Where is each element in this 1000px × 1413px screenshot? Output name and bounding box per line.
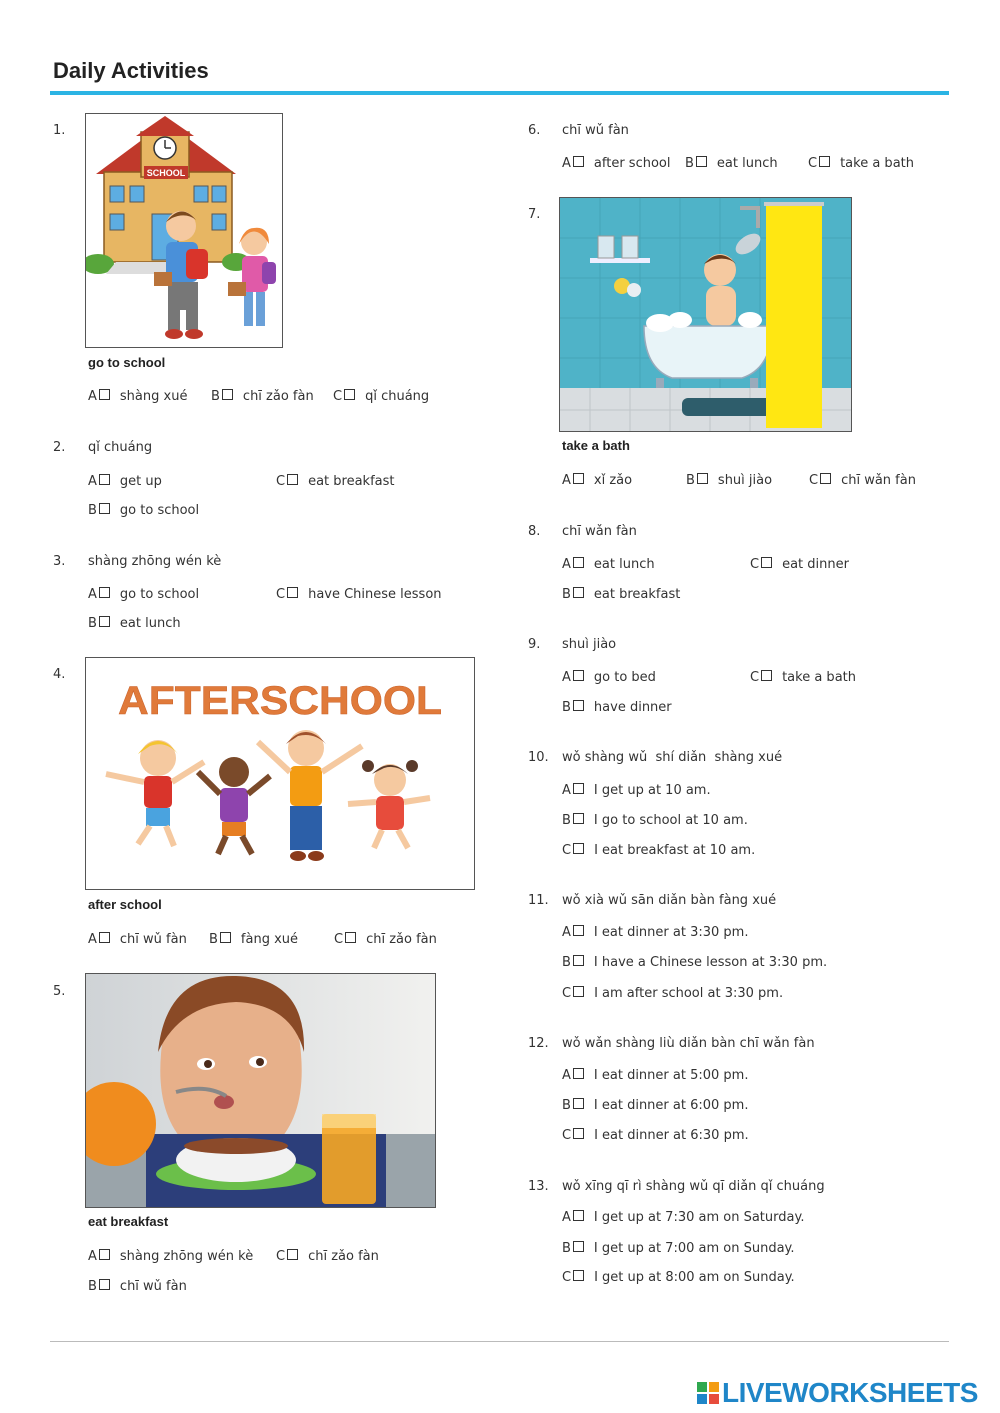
option-letter: C xyxy=(808,156,818,171)
option-text: go to school xyxy=(119,587,200,602)
option-c[interactable] xyxy=(334,932,437,947)
option-b[interactable] xyxy=(88,503,199,518)
question-number: 9. xyxy=(528,637,541,652)
question-prompt: wǒ xīng qī rì shàng wǔ qī diǎn qǐ chuáng xyxy=(562,1179,825,1194)
bath-image xyxy=(559,197,852,432)
option-c[interactable] xyxy=(808,156,914,171)
option-text: I go to school at 10 am. xyxy=(593,813,748,828)
logo-icon xyxy=(697,1382,719,1404)
option-text: I get up at 7:30 am on Saturday. xyxy=(593,1210,805,1225)
option-letter: A xyxy=(562,925,571,940)
option-b[interactable] xyxy=(562,700,672,715)
option-b[interactable] xyxy=(209,932,298,947)
option-text: I eat dinner at 6:00 pm. xyxy=(593,1098,749,1113)
option-letter: B xyxy=(211,389,220,404)
option-b[interactable] xyxy=(562,1241,795,1256)
question-number: 12. xyxy=(528,1036,549,1051)
option-text: shàng xué xyxy=(119,389,188,404)
option-text: get up xyxy=(119,474,162,489)
answer-checkbox[interactable] xyxy=(344,389,355,400)
option-letter: C xyxy=(276,474,286,489)
answer-checkbox[interactable] xyxy=(573,670,584,681)
option-letter: C xyxy=(334,932,344,947)
option-letter: C xyxy=(276,1249,286,1264)
option-letter: C xyxy=(809,473,819,488)
option-c[interactable] xyxy=(276,587,442,602)
option-a[interactable] xyxy=(562,783,711,798)
option-a[interactable] xyxy=(88,1249,253,1264)
option-text: chī wǔ fàn xyxy=(119,1279,187,1294)
option-letter: A xyxy=(562,473,571,488)
breakfast-image xyxy=(85,973,436,1208)
answer-checkbox[interactable] xyxy=(345,932,356,943)
option-letter: A xyxy=(562,1068,571,1083)
question-prompt: wǒ xià wǔ sān diǎn bàn fàng xué xyxy=(562,893,777,908)
option-letter: A xyxy=(88,389,97,404)
option-c[interactable] xyxy=(809,473,916,488)
option-text: take a bath xyxy=(782,670,856,685)
question-prompt: wǒ shàng wǔ shí diǎn shàng xué xyxy=(562,750,783,765)
option-text: I eat dinner at 3:30 pm. xyxy=(593,925,749,940)
title-divider xyxy=(50,91,949,95)
answer-checkbox[interactable] xyxy=(287,1249,298,1260)
option-letter: B xyxy=(562,700,571,715)
option-a[interactable] xyxy=(88,389,187,404)
afterschool-banner: AFTERSCHOOL xyxy=(118,679,442,723)
option-letter: B xyxy=(686,473,695,488)
option-c[interactable] xyxy=(750,670,856,685)
option-text: chī wǔ fàn xyxy=(119,932,187,947)
image-caption: take a bath xyxy=(562,438,630,453)
option-letter: A xyxy=(562,557,571,572)
image-caption: go to school xyxy=(88,355,166,370)
option-letter: C xyxy=(750,557,760,572)
image-caption: eat breakfast xyxy=(88,1214,169,1229)
question-prompt: chī wǎn fàn xyxy=(562,524,637,539)
option-letter: A xyxy=(88,932,97,947)
option-letter: B xyxy=(209,932,218,947)
answer-checkbox[interactable] xyxy=(99,587,110,598)
option-a[interactable] xyxy=(562,1210,804,1225)
option-text: eat lunch xyxy=(119,616,181,631)
answer-checkbox[interactable] xyxy=(573,557,584,568)
logo-text: LIVEWORKSHEETS xyxy=(722,1377,978,1408)
question-number: 13. xyxy=(528,1179,549,1194)
option-letter: C xyxy=(562,1128,572,1143)
option-letter: B xyxy=(88,1279,97,1294)
question-prompt: wǒ wǎn shàng liù diǎn bàn chī wǎn fàn xyxy=(562,1036,815,1051)
option-letter: B xyxy=(88,616,97,631)
option-b[interactable] xyxy=(88,616,181,631)
answer-checkbox[interactable] xyxy=(573,156,584,167)
option-a[interactable] xyxy=(88,587,199,602)
option-a[interactable] xyxy=(562,1068,748,1083)
question-prompt: chī wǔ fàn xyxy=(562,123,629,138)
question-prompt: shuì jiào xyxy=(562,637,617,652)
answer-checkbox[interactable] xyxy=(99,1279,110,1290)
answer-checkbox[interactable] xyxy=(820,473,831,484)
option-text: after school xyxy=(593,156,671,171)
option-a[interactable] xyxy=(88,932,187,947)
answer-checkbox[interactable] xyxy=(573,813,584,824)
option-c[interactable] xyxy=(276,474,395,489)
option-letter: C xyxy=(750,670,760,685)
answer-checkbox[interactable] xyxy=(573,925,584,936)
option-c[interactable] xyxy=(562,1128,749,1143)
answer-checkbox[interactable] xyxy=(761,670,772,681)
option-text: go to bed xyxy=(593,670,656,685)
option-text: I eat dinner at 6:30 pm. xyxy=(594,1128,749,1143)
image-caption: after school xyxy=(88,897,162,912)
option-b[interactable] xyxy=(562,955,827,970)
option-text: eat lunch xyxy=(716,156,778,171)
option-b[interactable] xyxy=(562,587,680,602)
question-number: 1. xyxy=(53,123,66,138)
answer-checkbox[interactable] xyxy=(573,1241,584,1252)
liveworksheets-logo xyxy=(697,1377,978,1409)
answer-checkbox[interactable] xyxy=(99,1249,110,1260)
option-text: take a bath xyxy=(840,156,914,171)
answer-checkbox[interactable] xyxy=(220,932,231,943)
option-letter: C xyxy=(276,587,286,602)
option-a[interactable] xyxy=(562,473,632,488)
afterschool-image xyxy=(85,657,475,890)
option-text: shàng zhōng wén kè xyxy=(119,1249,254,1264)
option-b[interactable] xyxy=(685,156,778,171)
option-text: I get up at 10 am. xyxy=(593,783,711,798)
option-c[interactable] xyxy=(562,986,783,1001)
option-letter: A xyxy=(562,156,571,171)
option-c[interactable] xyxy=(562,843,755,858)
option-letter: A xyxy=(562,783,571,798)
option-text: qǐ chuáng xyxy=(365,389,430,404)
option-text: shuì jiào xyxy=(717,473,773,488)
option-b[interactable] xyxy=(211,389,314,404)
answer-checkbox[interactable] xyxy=(573,986,584,997)
answer-checkbox[interactable] xyxy=(573,700,584,711)
option-letter: A xyxy=(562,670,571,685)
option-letter: B xyxy=(88,503,97,518)
option-text: I have a Chinese lesson at 3:30 pm. xyxy=(593,955,828,970)
school-image xyxy=(85,113,283,348)
school-sign-text: SCHOOL xyxy=(146,168,186,178)
option-b[interactable] xyxy=(88,1279,187,1294)
option-letter: A xyxy=(562,1210,571,1225)
footer-divider xyxy=(50,1341,949,1342)
question-number: 6. xyxy=(528,123,541,138)
answer-checkbox[interactable] xyxy=(573,783,584,794)
question-number: 5. xyxy=(53,984,66,999)
answer-checkbox[interactable] xyxy=(573,843,584,854)
option-b[interactable] xyxy=(562,813,748,828)
answer-checkbox[interactable] xyxy=(287,474,298,485)
answer-checkbox[interactable] xyxy=(222,389,233,400)
option-a[interactable] xyxy=(562,670,656,685)
page-title: Daily Activities xyxy=(53,58,209,83)
answer-checkbox[interactable] xyxy=(573,1098,584,1109)
question-prompt: qǐ chuáng xyxy=(88,440,153,455)
question-number: 4. xyxy=(53,667,66,682)
answer-checkbox[interactable] xyxy=(99,389,110,400)
option-text: I eat dinner at 5:00 pm. xyxy=(593,1068,749,1083)
option-letter: C xyxy=(562,986,572,1001)
answer-checkbox[interactable] xyxy=(819,156,830,167)
answer-checkbox[interactable] xyxy=(573,1270,584,1281)
option-text: chī zǎo fàn xyxy=(242,389,314,404)
option-letter: B xyxy=(562,587,571,602)
option-letter: C xyxy=(333,389,343,404)
answer-checkbox[interactable] xyxy=(573,473,584,484)
question-number: 7. xyxy=(528,207,541,222)
option-letter: A xyxy=(88,1249,97,1264)
option-text: eat breakfast xyxy=(593,587,681,602)
answer-checkbox[interactable] xyxy=(99,932,110,943)
option-a[interactable] xyxy=(562,156,670,171)
option-text: fàng xué xyxy=(240,932,299,947)
option-letter: C xyxy=(562,1270,572,1285)
option-c[interactable] xyxy=(333,389,429,404)
option-text: chī zǎo fàn xyxy=(366,932,437,947)
option-letter: A xyxy=(88,587,97,602)
question-number: 2. xyxy=(53,440,66,455)
answer-checkbox[interactable] xyxy=(761,557,772,568)
option-letter: A xyxy=(88,474,97,489)
option-b[interactable] xyxy=(562,1098,748,1113)
option-letter: B xyxy=(685,156,694,171)
option-text: xǐ zǎo xyxy=(593,473,633,488)
option-text: go to school xyxy=(119,503,200,518)
option-text: I eat breakfast at 10 am. xyxy=(594,843,756,858)
option-text: eat lunch xyxy=(593,557,655,572)
answer-checkbox[interactable] xyxy=(99,474,110,485)
answer-checkbox[interactable] xyxy=(573,1068,584,1079)
question-number: 8. xyxy=(528,524,541,539)
option-text: I am after school at 3:30 pm. xyxy=(594,986,784,1001)
question-number: 11. xyxy=(528,893,549,908)
option-letter: B xyxy=(562,813,571,828)
option-c[interactable] xyxy=(562,1270,795,1285)
option-a[interactable] xyxy=(562,925,748,940)
answer-checkbox[interactable] xyxy=(573,1210,584,1221)
option-a[interactable] xyxy=(88,474,162,489)
option-c[interactable] xyxy=(750,557,849,572)
answer-checkbox[interactable] xyxy=(573,1128,584,1139)
answer-checkbox[interactable] xyxy=(696,156,707,167)
option-letter: B xyxy=(562,955,571,970)
answer-checkbox[interactable] xyxy=(99,616,110,627)
question-number: 10. xyxy=(528,750,549,765)
answer-checkbox[interactable] xyxy=(697,473,708,484)
option-text: I get up at 8:00 am on Sunday. xyxy=(594,1270,795,1285)
answer-checkbox[interactable] xyxy=(573,587,584,598)
option-text: have Chinese lesson xyxy=(308,587,442,602)
option-letter: C xyxy=(562,843,572,858)
option-b[interactable] xyxy=(686,473,772,488)
option-letter: B xyxy=(562,1098,571,1113)
answer-checkbox[interactable] xyxy=(287,587,298,598)
answer-checkbox[interactable] xyxy=(573,955,584,966)
option-text: eat dinner xyxy=(782,557,849,572)
option-c[interactable] xyxy=(276,1249,379,1264)
option-text: eat breakfast xyxy=(308,474,395,489)
question-number: 3. xyxy=(53,554,66,569)
option-text: I get up at 7:00 am on Sunday. xyxy=(593,1241,795,1256)
option-letter: B xyxy=(562,1241,571,1256)
answer-checkbox[interactable] xyxy=(99,503,110,514)
question-prompt: shàng zhōng wén kè xyxy=(88,554,222,569)
option-text: have dinner xyxy=(593,700,672,715)
option-text: chī wǎn fàn xyxy=(841,473,916,488)
option-text: chī zǎo fàn xyxy=(308,1249,379,1264)
option-a[interactable] xyxy=(562,557,655,572)
